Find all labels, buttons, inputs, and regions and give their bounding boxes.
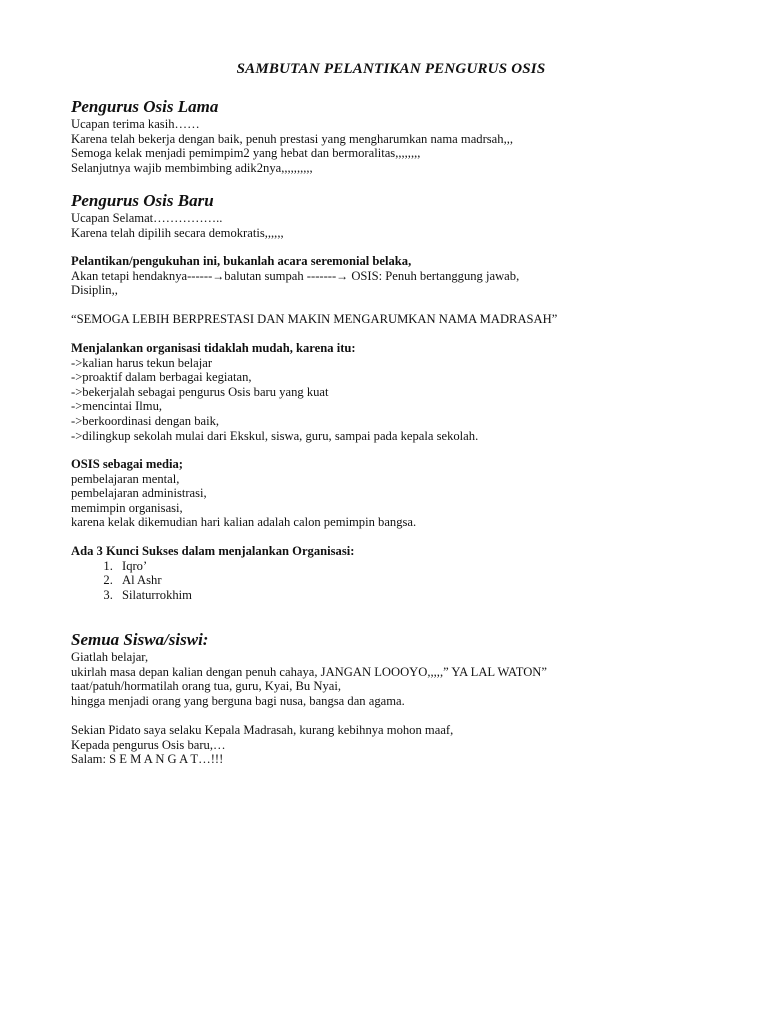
pelantikan-heading: Pelantikan/pengukuhan ini, bukanlah acara seremonial belaka, <box>71 254 412 268</box>
text-line: Semoga kelak menjadi pemimpim2 yang hebat dan bermoralitas,,,,,,,, <box>71 146 421 161</box>
text-line: hingga menjadi orang yang berguna bagi nusa, bangsa dan agama. <box>71 693 405 708</box>
media-heading: OSIS sebagai media; <box>71 457 183 471</box>
list-item: ->kalian harus tekun belajar <box>71 355 213 370</box>
text-line: memimpin organisasi, <box>71 500 183 515</box>
text-line: Salam: S E M A N G A T…!!! <box>71 752 224 767</box>
list-item: ->mencintai Ilmu, <box>71 399 163 414</box>
text-line: Giatlah belajar, <box>71 650 149 664</box>
section-media <box>71 457 731 530</box>
section-pelantikan <box>71 254 731 298</box>
pelantikan-line <box>71 269 731 284</box>
text-line: Kepada pengurus Osis baru,… <box>71 737 226 752</box>
kunci-list <box>71 559 731 603</box>
kunci-heading: Ada 3 Kunci Sukses dalam menjalankan Organisasi: <box>71 544 355 558</box>
arrow-right-icon: → <box>212 268 225 283</box>
text-fragment: Akan tetapi hendaknya------ <box>71 268 213 283</box>
text-line: karena kelak dikemudian hari kalian adalah calon pemimpin bangsa. <box>71 515 417 530</box>
text-line: Disiplin,, <box>71 283 118 298</box>
document-title: SAMBUTAN PELANTIKAN PENGURUS OSIS <box>236 61 546 77</box>
text-line: pembelajaran administrasi, <box>71 486 207 501</box>
list-item: 1. Iqro’ <box>116 559 731 574</box>
text-line: Sekian Pidato saya selaku Kepala Madrasah, kurang kebihnya mohon maaf, <box>71 723 454 737</box>
text-line: ukirlah masa depan kalian dengan penuh cahaya, JANGAN LOOOYO,,,,,” YA LAL WATON” <box>71 664 547 679</box>
list-item: ->proaktif dalam berbagai kegiatan, <box>71 370 252 385</box>
text-line: Ucapan terima kasih…… <box>71 117 200 131</box>
arrow-right-icon: → <box>336 268 349 283</box>
text-fragment: OSIS: Penuh bertanggung jawab, <box>348 268 520 283</box>
quote-text: “SEMOGA LEBIH BERPRESTASI DAN MAKIN MENGARUMKAN NAMA MADRASAH” <box>71 312 558 326</box>
list-item: ->bekerjalah sebagai pengurus Osis baru yang kuat <box>71 384 329 399</box>
quote <box>71 312 731 327</box>
section-closing <box>71 723 731 767</box>
section-kunci <box>71 544 731 602</box>
list-item: 2. Al Ashr <box>116 573 731 588</box>
section-pengurus-baru <box>71 191 731 240</box>
text-line: Ucapan Selamat…………….. <box>71 211 223 225</box>
section-pengurus-lama <box>71 97 731 175</box>
section-siswa <box>71 630 731 708</box>
menjalankan-heading: Menjalankan organisasi tidaklah mudah, karena itu: <box>71 341 356 355</box>
text-line: taat/patuh/hormatilah orang tua, guru, Kyai, Bu Nyai, <box>71 679 341 694</box>
list-item: ->dilingkup sekolah mulai dari Ekskul, siswa, guru, sampai pada kepala sekolah. <box>71 428 479 443</box>
text-line: pembelajaran mental, <box>71 471 180 486</box>
list-item: 3. Silaturrokhim <box>116 588 731 603</box>
heading-siswa: Semua Siswa/siswi: <box>71 630 209 649</box>
text-line: Selanjutnya wajib membimbing adik2nya,,,,,,,,,, <box>71 160 313 175</box>
list-item: ->berkoordinasi dengan baik, <box>71 413 220 428</box>
section-menjalankan <box>71 341 731 443</box>
heading-pengurus-baru: Pengurus Osis Baru <box>71 191 214 210</box>
text-fragment: balutan sumpah ------- <box>224 268 337 283</box>
text-line: Karena telah dipilih secara demokratis,,,,,, <box>71 225 284 240</box>
text-line: Karena telah bekerja dengan baik, penuh prestasi yang mengharumkan nama madrsah,,, <box>71 131 514 146</box>
heading-pengurus-lama: Pengurus Osis Lama <box>71 97 219 116</box>
